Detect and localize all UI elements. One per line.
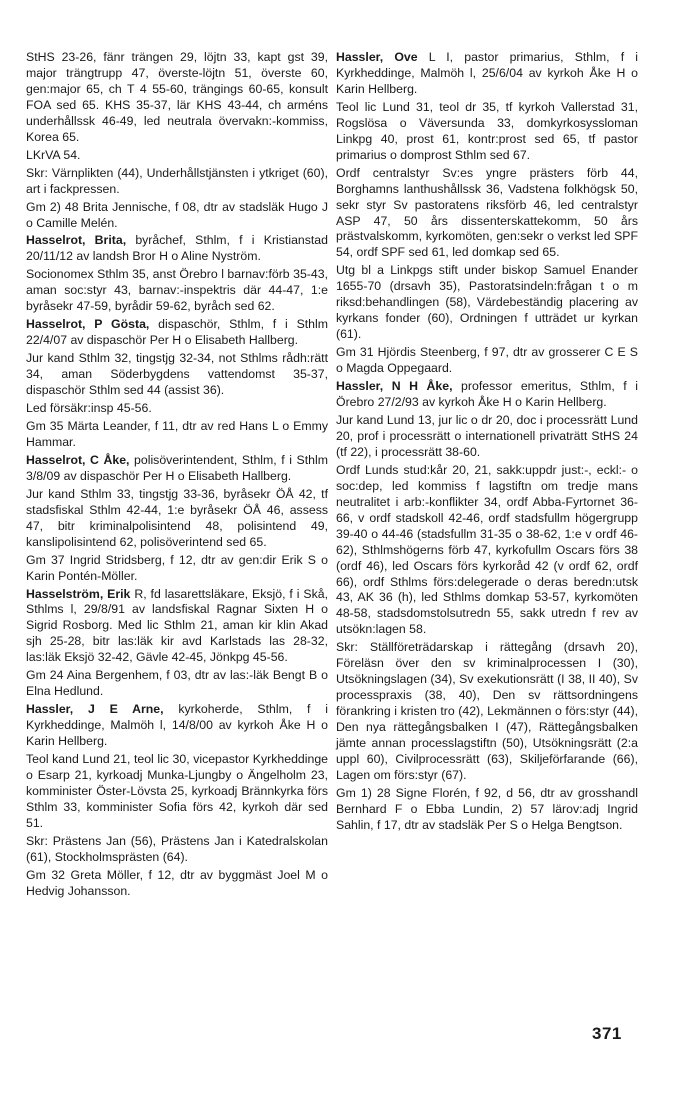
entry-text: byråchef, Sthlm, f i Kristianstad 20/11/12 av landsh Bror H o Aline Nyström. [26, 233, 328, 264]
entry-hassler-n-h-ake [336, 379, 638, 411]
entry-name: Hassler, Ove [336, 50, 418, 64]
entry-paragraph: Utg bl a Linkpgs stift under biskop Samuel Enander 1655-70 (drsavh 35), Pastoratsindeln:frågan t o m riksd:behandlingen (58), Värdebeständig placering av kyrkans fonder (60), Ordningen f utträdet ur kyrkan (61). [336, 263, 638, 342]
entry-continuation-award: LKrVA 54. [26, 147, 81, 162]
entry-name: Hasselrot, Brita, [26, 233, 127, 248]
entry-text: dispaschör, Sthlm, f i Sthlm 22/4/07 av dispaschör Per H o Elisabeth Hallberg. [26, 317, 328, 348]
entry-name: Hasselrot, C Åke, [26, 452, 130, 467]
entry-paragraph: Jur kand Sthlm 32, tingstjg 32-34, not Sthlms rådh:rätt 34, aman Söderbygdens vattendomst 35-37, dispaschör Sthlm sed 44 (assist 36). [26, 351, 328, 398]
entry-paragraph: Jur kand Lund 13, jur lic o dr 20, doc i processrätt Lund 20, prof i processrätt o internationell privaträtt StHS 24 (tf 22), i processrätt 38-60. [336, 412, 638, 459]
entry-paragraph: Gm 24 Aina Bergenhem, f 03, dtr av las:-läk Bengt B o Elna Hedlund. [26, 668, 328, 699]
entry-text: polisöverintendent, Sthlm, f i Sthlm 3/8/09 av dispaschör Per H o Elisabeth Hallberg. [26, 452, 328, 483]
entry-paragraph: Led försäkr:insp 45-56. [26, 401, 152, 416]
right-column [336, 50, 638, 836]
entry-paragraph: Skr: Ställföreträdarskap i rättegång (drsavh 20), Föreläsn över den sv kriminalprocessen I (30), Utsökningslagen (34), Sv exekutionsrätt (I 38, II 40), Sv processpraxis (38, 40), Den sv rättsordningens förankring i kristen tro (42), Lekmännen o förs:styr (44), Den nya rättegångsbalken I (47), Rättegångsbalken jämte annan processlagstiftn (50), Utsökningsrätt (2:a uppl 60), Civilprocessrätt (63), Skiljeförfarande (66), Lagen om förs:styr (67). [336, 640, 638, 782]
entry-hasselrot-gosta [26, 317, 328, 349]
entry-continuation-marriage: Gm 2) 48 Brita Jennische, f 08, dtr av stadsläk Hugo J o Camille Melén. [26, 199, 328, 230]
entry-paragraph: Teol kand Lund 21, teol lic 30, vicepastor Kyrkheddinge o Esarp 21, kyrkoadj Munka-Ljungby o Ängelholm 23, komminister Öster-Lövsta 25, kyrkoadj Brännkyrka förs Sthlm 33, komminister Sofia förs 42, kyrkoh där sed 51. [26, 752, 328, 830]
page-number: 371 [592, 1024, 622, 1043]
entry-paragraph: Skr: Prästens Jan (56), Prästens Jan i Katedralskolan (61), Stockholmsprästen (64). [26, 833, 328, 864]
entry-paragraph: Gm 37 Ingrid Stridsberg, f 12, dtr av gen:dir Erik S o Karin Pontén-Möller. [26, 552, 328, 583]
entry-continuation-writings: Skr: Värnplikten (44), Underhållstjänsten i ytkriget (60), art i fackpressen. [26, 165, 328, 196]
entry-paragraph: Teol lic Lund 31, teol dr 35, tf kyrkoh Vallerstad 31, Rogslösa o Väversunda 33, domkyrkosyssloman Linkpg 40, prost 61, kontr:prost sed 65, tf pastor primarius o domprost Sthlm sed 67. [336, 99, 638, 162]
entry-hasselrot-ake [26, 453, 328, 485]
entry-paragraph: Socionomex Sthlm 35, anst Örebro l barnav:förb 35-43, aman soc:styr 43, barnav:-inspektris där 44-47, 1:e byråsekr 47-59, byrådir 59-62, byråch sed 62. [26, 267, 328, 314]
entry-continuation: StHS 23-26, fänr trängen 29, löjtn 33, kapt gst 39, major trängtrupp 47, överste-löjtn 51, överste 60, gen:major 65, ch T 4 55-60, trängings 60-65, konsult FOA sed 65. KHS 35-37, lär KHS 43-44, ch arméns underhållssk 46-49, led neutrala övervakn:-kommiss, Korea 65. [26, 50, 328, 144]
entry-paragraph: Gm 1) 28 Signe Florén, f 92, d 56, dtr av grosshandl Bernhard F o Ebba Lundin, 2) 57 lärov:adj Ingrid Sahlin, f 17, dtr av stadsläk Per S o Helga Bengtson. [336, 785, 638, 832]
entry-paragraph: Ordf centralstyr Sv:es yngre prästers förb 44, Borghamns lanthushållssk 36, Vadstena folkhögsk 50, sekr styr Sv pastoratens riksförb 46, led centralstyr ASP 47, 50 års dissenterskattekomm, 50 års prästvalskomm, kyrkomöten, gen:sekr o verkst led SPF 54, ordf SPF sed 61, led domkap sed 65. [336, 165, 638, 260]
entry-hassler-arne [26, 702, 328, 750]
entry-paragraph: Gm 31 Hjördis Steenberg, f 97, dtr av grosserer C E S o Magda Oppegaard. [336, 345, 638, 376]
entry-paragraph: Jur kand Sthlm 33, tingstjg 33-36, byråsekr ÖÅ 42, tf stadsfiskal Sthlm 42-44, 1:e byråsekr ÖÅ 46, assess 47, bitr kriminalpolisintend 48, polisintend 49, kanslipolisintend 62, polisöverintend sed 65. [26, 486, 328, 549]
entry-text: R, fd lasarettsläkare, Eksjö, f i Skå, Sthlms l, 29/8/91 av landsfiskal Ragnar Sixten H o Sigrid Rosborg. Med lic Sthlm 21, aman kir klin Akad sjh 25-28, bitr las:läk kir avd Karlstads las 28-32, las:läk Eksjö 32-42, Gävle 42-45, Jönkpg 45-56. [26, 586, 328, 665]
left-column [26, 50, 328, 902]
entry-text: kyrkoherde, Sthlm, f i Kyrkheddinge, Malmöh l, 14/8/00 av kyrkoh Åke H o Karin Hellberg. [26, 702, 328, 749]
entry-name: Hassler, N H Åke, [336, 379, 453, 394]
entry-hasselrot-brita [26, 233, 328, 265]
entry-hasselstrom-erik [26, 587, 328, 667]
entry-name: Hasselström, Erik [26, 586, 131, 601]
entry-name: Hassler, J E Arne, [26, 702, 164, 717]
entry-hassler-ove [336, 50, 638, 98]
entry-paragraph: Gm 32 Greta Möller, f 12, dtr av byggmäst Joel M o Hedvig Johansson. [26, 867, 328, 898]
entry-text: professor emeritus, Sthlm, f i Örebro 27/2/93 av kyrkoh Åke H o Karin Hellberg. [336, 379, 638, 410]
entry-paragraph: Ordf Lunds stud:kår 20, 21, sakk:uppdr just:-, eckl:- o soc:dep, led kommiss f lagstiftn om tredje mans neutralitet i arb:-konflikter 34, ordf Abba-Fyrtornet 36-66, v ordf stadskoll 42-46, ordf stadsfullm högergrupp 39-40 o 44-46 (stadsfullm 31-35 o 38-62, 1:e v ordf 46-62), Sthlmshögerns förb 47, kyrkofullm Oscars förs 38 (ordf 46), led Oscars förs kyrkoråd 42 (v ordf 62, ordf 66), ordf Sthlms förs:delegerade o deras beredn:utsk 43, AK 36 (h), led Sthlms domkap 53-57, kyrkomöten 48-58, stadsdomstolsutredn 55, sakk utredn f rev av utsökn:lagen 58. [336, 462, 638, 637]
entry-text: L I, pastor primarius, Sthlm, f i Kyrkheddinge, Malmöh l, 25/6/04 av kyrkoh Åke H o Karin Hellberg. [336, 50, 638, 96]
entry-paragraph: Gm 35 Märta Leander, f 11, dtr av red Hans L o Emmy Hammar. [26, 418, 328, 449]
entry-name: Hasselrot, P Gösta, [26, 317, 150, 332]
